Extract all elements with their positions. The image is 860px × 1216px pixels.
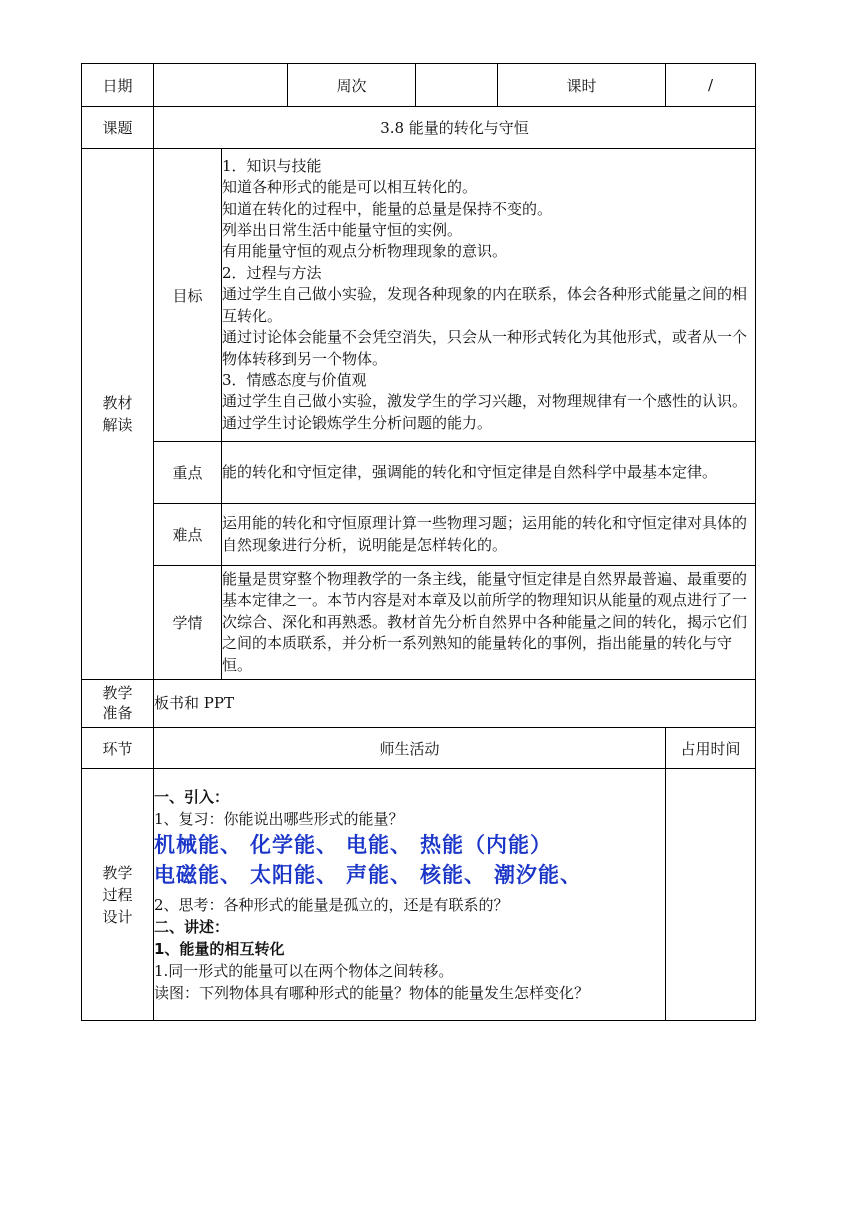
process-label-text: 教学过程设计 bbox=[102, 863, 133, 926]
energy-forms-row-2 bbox=[154, 860, 665, 890]
topic-row bbox=[82, 107, 756, 149]
goals-line: 知道各种形式的能是可以相互转化的。 bbox=[222, 178, 478, 197]
date-value bbox=[154, 64, 288, 107]
topic-value: 3.8 能量的转化与守恒 bbox=[154, 107, 756, 149]
energy-form: 声能、 bbox=[346, 862, 412, 887]
goals-row bbox=[82, 149, 756, 442]
goals-line: 通过学生自己做小实验，激发学生的学习兴趣，对物理规律有一个感性的认识。通过学生讨论锻炼学生分析问题的能力。 bbox=[222, 392, 748, 432]
date-label: 日期 bbox=[82, 64, 154, 107]
situation-content: 能量是贯穿整个物理教学的一条主线，能量守恒定律是自然界最普遍、最重要的基本定律之一。本节内容是对本章及以前所学的物理知识从能量的观点进行了一次综合、深化和再熟悉。教材首先分析自然界中各种能量之间的转化，揭示它们之间的本质联系，并分析一系列熟知的能量转化的事例，指出能量的转化与守恒。 bbox=[222, 566, 756, 680]
energy-form: 太阳能、 bbox=[250, 862, 338, 887]
week-label: 周次 bbox=[288, 64, 416, 107]
process-label bbox=[82, 769, 154, 1021]
difficulty-row bbox=[82, 504, 756, 566]
energy-forms-row-1 bbox=[154, 830, 665, 860]
textbook-label bbox=[82, 149, 154, 680]
energy-form: 电磁能、 bbox=[154, 862, 242, 887]
goals-line: 有用能量守恒的观点分析物理现象的意识。 bbox=[222, 242, 508, 261]
activity-header: 师生活动 bbox=[154, 728, 666, 769]
prep-label-text: 教学准备 bbox=[102, 684, 133, 722]
energy-form: 机械能、 bbox=[154, 832, 242, 857]
energy-form: 热能（内能） bbox=[420, 832, 552, 857]
columns-row bbox=[82, 728, 756, 769]
topic-label: 课题 bbox=[82, 107, 154, 149]
lecture-heading: 二、讲述： bbox=[154, 917, 230, 936]
energy-form: 电能、 bbox=[346, 832, 412, 857]
prep-label bbox=[82, 680, 154, 728]
energy-conversion-heading: 1、能量的相互转化 bbox=[154, 939, 285, 958]
key-row bbox=[82, 442, 756, 504]
time-header: 占用时间 bbox=[666, 728, 756, 769]
energy-form: 潮汐能、 bbox=[494, 862, 582, 887]
goals-line: 通过学生自己做小实验，发现各种现象的内在联系，体会各种形式能量之间的相互转化。 bbox=[222, 285, 748, 325]
energy-form: 化学能、 bbox=[250, 832, 338, 857]
difficulty-label: 难点 bbox=[154, 504, 222, 566]
period-value: / bbox=[666, 64, 756, 107]
difficulty-content: 运用能的转化和守恒原理计算一些物理习题；运用能的转化和守恒定律对具体的自然现象进行分析，说明能是怎样转化的。 bbox=[222, 504, 756, 566]
situation-label: 学情 bbox=[154, 566, 222, 680]
goals-line: 知道在转化的过程中，能量的总量是保持不变的。 bbox=[222, 199, 553, 218]
point-1: 1.同一形式的能量可以在两个物体之间转移。 bbox=[154, 961, 454, 980]
section-header: 环节 bbox=[82, 728, 154, 769]
goals-line: 2．过程与方法 bbox=[222, 263, 322, 282]
key-content: 能的转化和守恒定律，强调能的转化和守恒定律是自然科学中最基本定律。 bbox=[222, 442, 756, 504]
lesson-plan-table bbox=[81, 63, 756, 1021]
period-label: 课时 bbox=[498, 64, 666, 107]
time-value bbox=[666, 769, 756, 1021]
situation-row bbox=[82, 566, 756, 680]
week-value bbox=[416, 64, 498, 107]
goals-line: 通过讨论体会能量不会凭空消失，只会从一种形式转化为其他形式，或者从一个物体转移到另一个物体。 bbox=[222, 328, 748, 368]
goals-content bbox=[222, 149, 756, 442]
think-question: 2、思考：各种形式的能量是孤立的，还是有联系的？ bbox=[154, 895, 509, 914]
goals-line: 3．情感态度与价值观 bbox=[222, 370, 367, 389]
goals-line: 列举出日常生活中能量守恒的实例。 bbox=[222, 221, 463, 240]
process-row bbox=[82, 769, 756, 1021]
point-2: 读图：下列物体具有哪种形式的能量？物体的能量发生怎样变化？ bbox=[154, 983, 590, 1002]
key-label: 重点 bbox=[154, 442, 222, 504]
goals-line: 1．知识与技能 bbox=[222, 156, 322, 175]
review-question: 1、复习：你能说出哪些形式的能量？ bbox=[154, 809, 404, 828]
energy-form: 核能、 bbox=[420, 862, 486, 887]
textbook-label-text: 教材解读 bbox=[102, 394, 133, 434]
goals-label: 目标 bbox=[154, 149, 222, 442]
header-row bbox=[82, 64, 756, 107]
process-content bbox=[154, 769, 666, 1021]
prep-row bbox=[82, 680, 756, 728]
intro-heading: 一、引入： bbox=[154, 787, 230, 806]
prep-value: 板书和 PPT bbox=[154, 680, 756, 728]
